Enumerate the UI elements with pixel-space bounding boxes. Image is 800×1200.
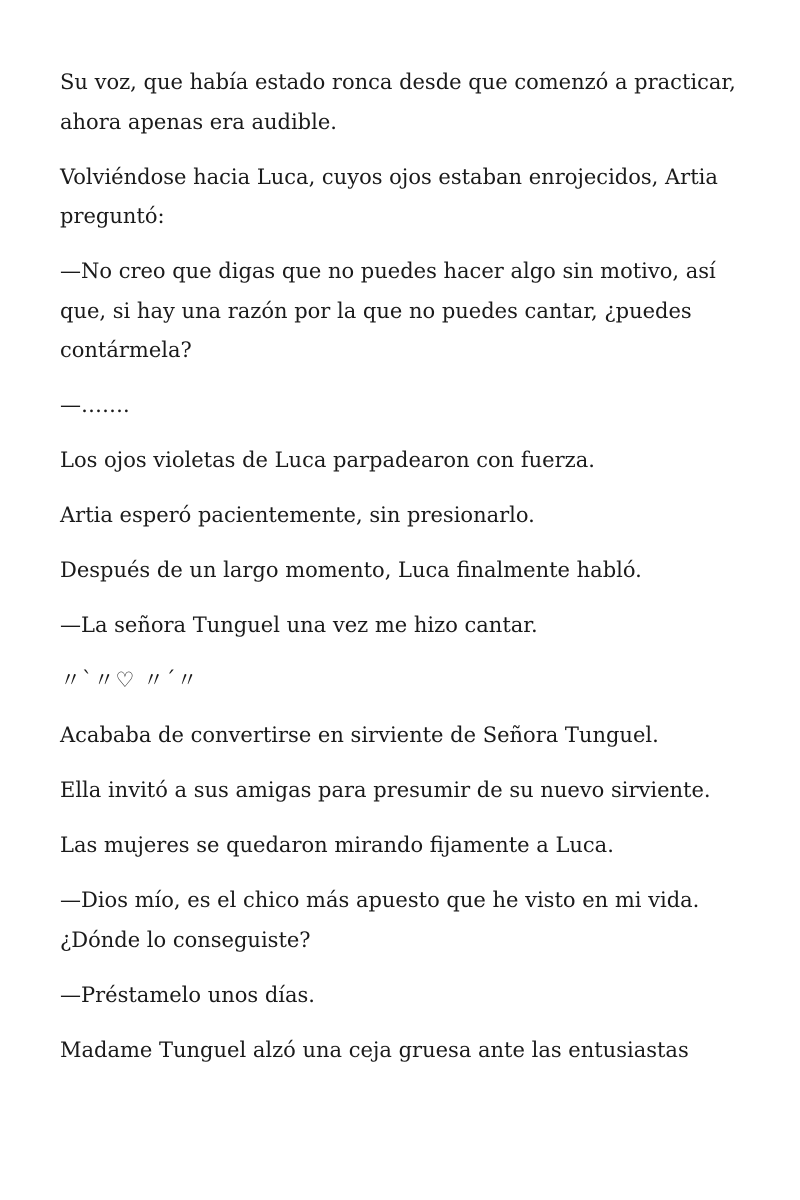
scene-separator: 〃`〃♡ 〃´〃 xyxy=(60,668,199,692)
paragraph-11: Las mujeres se quedaron mirando fijamente a Luca. xyxy=(60,833,614,857)
reading-page xyxy=(60,63,750,1086)
paragraph-8: —La señora Tunguel una vez me hizo cantar. xyxy=(60,613,538,637)
paragraph-3: —No creo que digas que no puedes hacer algo sin motivo, así que, si hay una razón por la que no puedes cantar, ¿puedes contármela? xyxy=(60,259,716,362)
paragraph-5: Los ojos violetas de Luca parpadearon con fuerza. xyxy=(60,448,595,472)
paragraph-10: Ella invitó a sus amigas para presumir de su nuevo sirviente. xyxy=(60,778,711,802)
paragraph-4: —……. xyxy=(60,393,130,417)
paragraph-6: Artia esperó pacientemente, sin presionarlo. xyxy=(60,503,535,527)
paragraph-12: —Dios mío, es el chico más apuesto que he visto en mi vida. ¿Dónde lo conseguiste? xyxy=(60,888,700,952)
paragraph-2: Volviéndose hacia Luca, cuyos ojos estaban enrojecidos, Artia preguntó: xyxy=(60,164,718,228)
paragraph-13: —Préstamelo unos días. xyxy=(60,982,315,1007)
paragraph-9: Acababa de convertirse en sirviente de Señora Tunguel. xyxy=(60,723,659,747)
paragraph-14: Madame Tunguel alzó una ceja gruesa ante las entusiastas xyxy=(60,1037,689,1062)
paragraph-1: Su voz, que había estado ronca desde que comenzó a practicar, ahora apenas era audible. xyxy=(60,70,736,134)
paragraph-7: Después de un largo momento, Luca finalmente habló. xyxy=(60,558,642,582)
